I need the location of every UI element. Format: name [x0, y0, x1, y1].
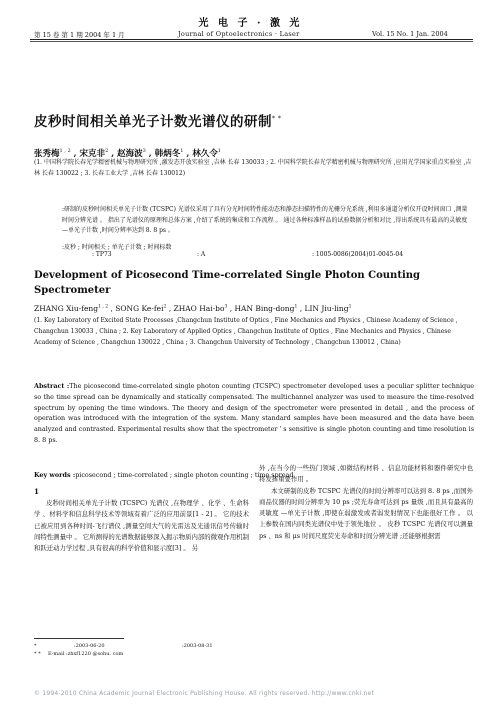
- abstract-cn: :研制的皮秒时间相关单光子计数 (TCSPC) 光谱仪采用了具有分光时间特性能动态和静态扫描特性的光栅分光系统 ,利用多通道分析仪开设时间窗口 ,测量时间分辨光谱 。 指出了光谱仪的原理和总体方案 ,介绍了系统的集成和工作流程 。 通过各种标准样品的试验数据分析和对比 ,得出系统具有最高的灵敏度 —单光子计数 ,时间分辨率达到 8. 8 ps 。: [62, 206, 468, 234]
- author-en-3-sup: 3: [224, 304, 228, 310]
- author-cn-1: 张秀梅: [34, 149, 60, 159]
- author-sep: ,: [166, 304, 174, 313]
- authors-en: [34, 304, 351, 313]
- keywords-en-label: Key words :: [34, 471, 76, 479]
- abstract-en: [34, 381, 474, 446]
- author-cn-3: 赵海波: [117, 149, 143, 159]
- clc-number: : TP73: [92, 251, 112, 258]
- copyright-footer: © 1994-2010 China Academic Journal Electronic Publishing House. All rights reserved. http://www.cnki.net: [34, 690, 374, 697]
- author-en-2: SONG Ke-fei: [115, 304, 164, 313]
- author-en-1-sup: 1 , 2: [98, 304, 109, 310]
- author-sep: ,: [70, 149, 80, 159]
- author-cn-5-sup: 1: [217, 148, 222, 155]
- keywords-en-text: picosecond ; time-correlated ; single photon counting ; time spread: [75, 471, 294, 479]
- author-sep: ,: [108, 304, 116, 313]
- author-cn-1-sup: 1 , 2: [59, 148, 71, 155]
- author-sep: ,: [297, 304, 305, 313]
- body-column-right: [259, 463, 473, 542]
- author-sep: ,: [145, 149, 155, 159]
- author-en-4: HAN Bing-dong: [234, 304, 295, 313]
- document-code: : A: [197, 251, 206, 258]
- author-en-1: ZHANG Xiu-feng: [34, 304, 99, 313]
- abstract-en-text: The picosecond time-correlated single photon counting (TCSPC) spectrometer developed uses a peculiar splitter technique so the time spread can be dynamically and statically compensated. The multichannel analyzer was used to measure the time-resolved spectrum by opening the time windows. The theory and design of the spectrometer were presented in detail , and the process of operation was introduced with the integration of the system. Many standard samples have been measured and the data have been analyzed and contrasted. Experimental results show that the spectrometer ' s sensitive is single photon counting and time resolution is 8. 8 ps.: [34, 382, 474, 444]
- author-en-3: ZHAO Hai-bo: [173, 304, 225, 313]
- affiliation-en: (1. Key Laboratory of Excited State Processes ,Changchun Institute of Optics , Fine Mechanics and Physics , Chinese Academy of Science , Changchun 130033 , China ; 2. Key Laboratory of Applied Optics , Changchun Institute of Optics , Fine Mechanics and Physics , Chinese Academy of Science , Changchun 130022 , China ; 3. Changchun University of Technology , Changchun 130012 , China): [34, 317, 458, 346]
- author-cn-5: 林久令: [192, 149, 218, 159]
- header-rule: [30, 39, 473, 40]
- journal-name-en: Journal of Optoelectronics · Laser: [178, 30, 300, 38]
- body-paragraph: 外 ,在当今的一些热门领域 ,如微结构材料 、信息功能材料和器件研究中也将发挥重要作用 。: [259, 464, 473, 484]
- author-cn-4: 韩炳冬: [154, 149, 181, 159]
- author-en-5-sup: 1: [348, 304, 352, 310]
- article-id: : 1005-0086(2004)01-0045-04: [312, 251, 404, 258]
- footnote-mark: *: [34, 643, 37, 649]
- paper-title-cn: [34, 110, 281, 130]
- footnote-rule: [34, 638, 124, 639]
- body-paragraph: 本文研制的皮秒 TCSPC 光谱仪的时间分辨率可以达到 8. 8 ps ,而国外商品仪器的时间分辨率为 10 ps ;荧光寿命可达到 ps 量级 ,而且具有最高的灵敏度 —单光子计数 ,即使在弱激发或者弱发射情况下也能很好工作 。 以上参数在国内同类光谱仪中处于领先地位 。 皮秒 TCSPC 光谱仪可以测量 ps 、ns 和 μs 时间尺度荧光寿命和时间分辨光谱 ;还能够根据需: [259, 486, 473, 540]
- author-cn-2-sup: 2: [105, 148, 109, 155]
- author-sep: ,: [108, 149, 118, 159]
- abstract-en-label: Abstract :: [34, 382, 70, 390]
- author-en-2-sup: 2: [163, 304, 167, 310]
- author-en-4-sup: 1: [294, 304, 298, 310]
- footnote-mark: * *: [34, 651, 41, 657]
- author-email: E-mail :zhxf1220 @sohu. com: [48, 651, 124, 657]
- author-sep: ,: [227, 304, 235, 313]
- received-date: :2003-06-20: [74, 643, 105, 649]
- author-cn-4-sup: 1: [180, 148, 184, 155]
- author-cn-2: 宋克非: [79, 149, 106, 159]
- author-en-5: LIN Jiu-ling: [304, 304, 349, 313]
- revised-date: :2003-08-31: [182, 643, 213, 649]
- author-sep: ,: [183, 149, 193, 159]
- body-column-left: 皮秒时间相关单光子计数 (TCSPC) 光谱仪 ,在物理学 、化学 、生命科学 、材料学和信息科学技术等领域有着广泛的应用前景[1 - 2] 。 它的技术已被应用到各种时间-飞行谱仪 ,测量空间大气的光雷达及光通讯信号传输时间特性测量中 。 它所测得的光谱数据能够深入揭示物质内部的微观作用机制和跃迁动力学过程 ,具有很高的科学价值和显示度[3] 。 另: [34, 499, 249, 553]
- affiliation-cn: (1. 中国科学院长春光学精密机械与物理研究所 ,激发态开放实验室 ,吉林 长春 130033 ; 2. 中国科学院长春光学精密机械与物理研究所 ,应用光学国家重点实验室 ,吉林 长春 130022 ; 3. 长春工业大学 ,吉林 长春 130012): [34, 159, 472, 177]
- paper-title-en: Development of Picosecond Time-correlated Single Photon Counting Spectrometer: [34, 270, 421, 296]
- issue-info-en: Vol. 15 No. 1 Jan. 2004: [372, 30, 448, 38]
- paper-title-cn-text: 皮秒时间相关单光子计数光谱仪的研制: [34, 114, 272, 130]
- keywords-cn: :皮秒 ; 时间相关 ; 单光子计数 ; 时间标数: [62, 244, 172, 251]
- journal-name-cn: 光 电 子 · 激 光: [198, 18, 303, 29]
- section-1-number: 1: [34, 487, 39, 496]
- issue-info-cn: 第 15 卷 第 1 期 2004 年 1 月: [34, 31, 125, 39]
- header-rule-thin: [30, 41, 473, 42]
- title-footnote-mark: * *: [272, 115, 282, 123]
- author-cn-3-sup: 3: [142, 148, 146, 155]
